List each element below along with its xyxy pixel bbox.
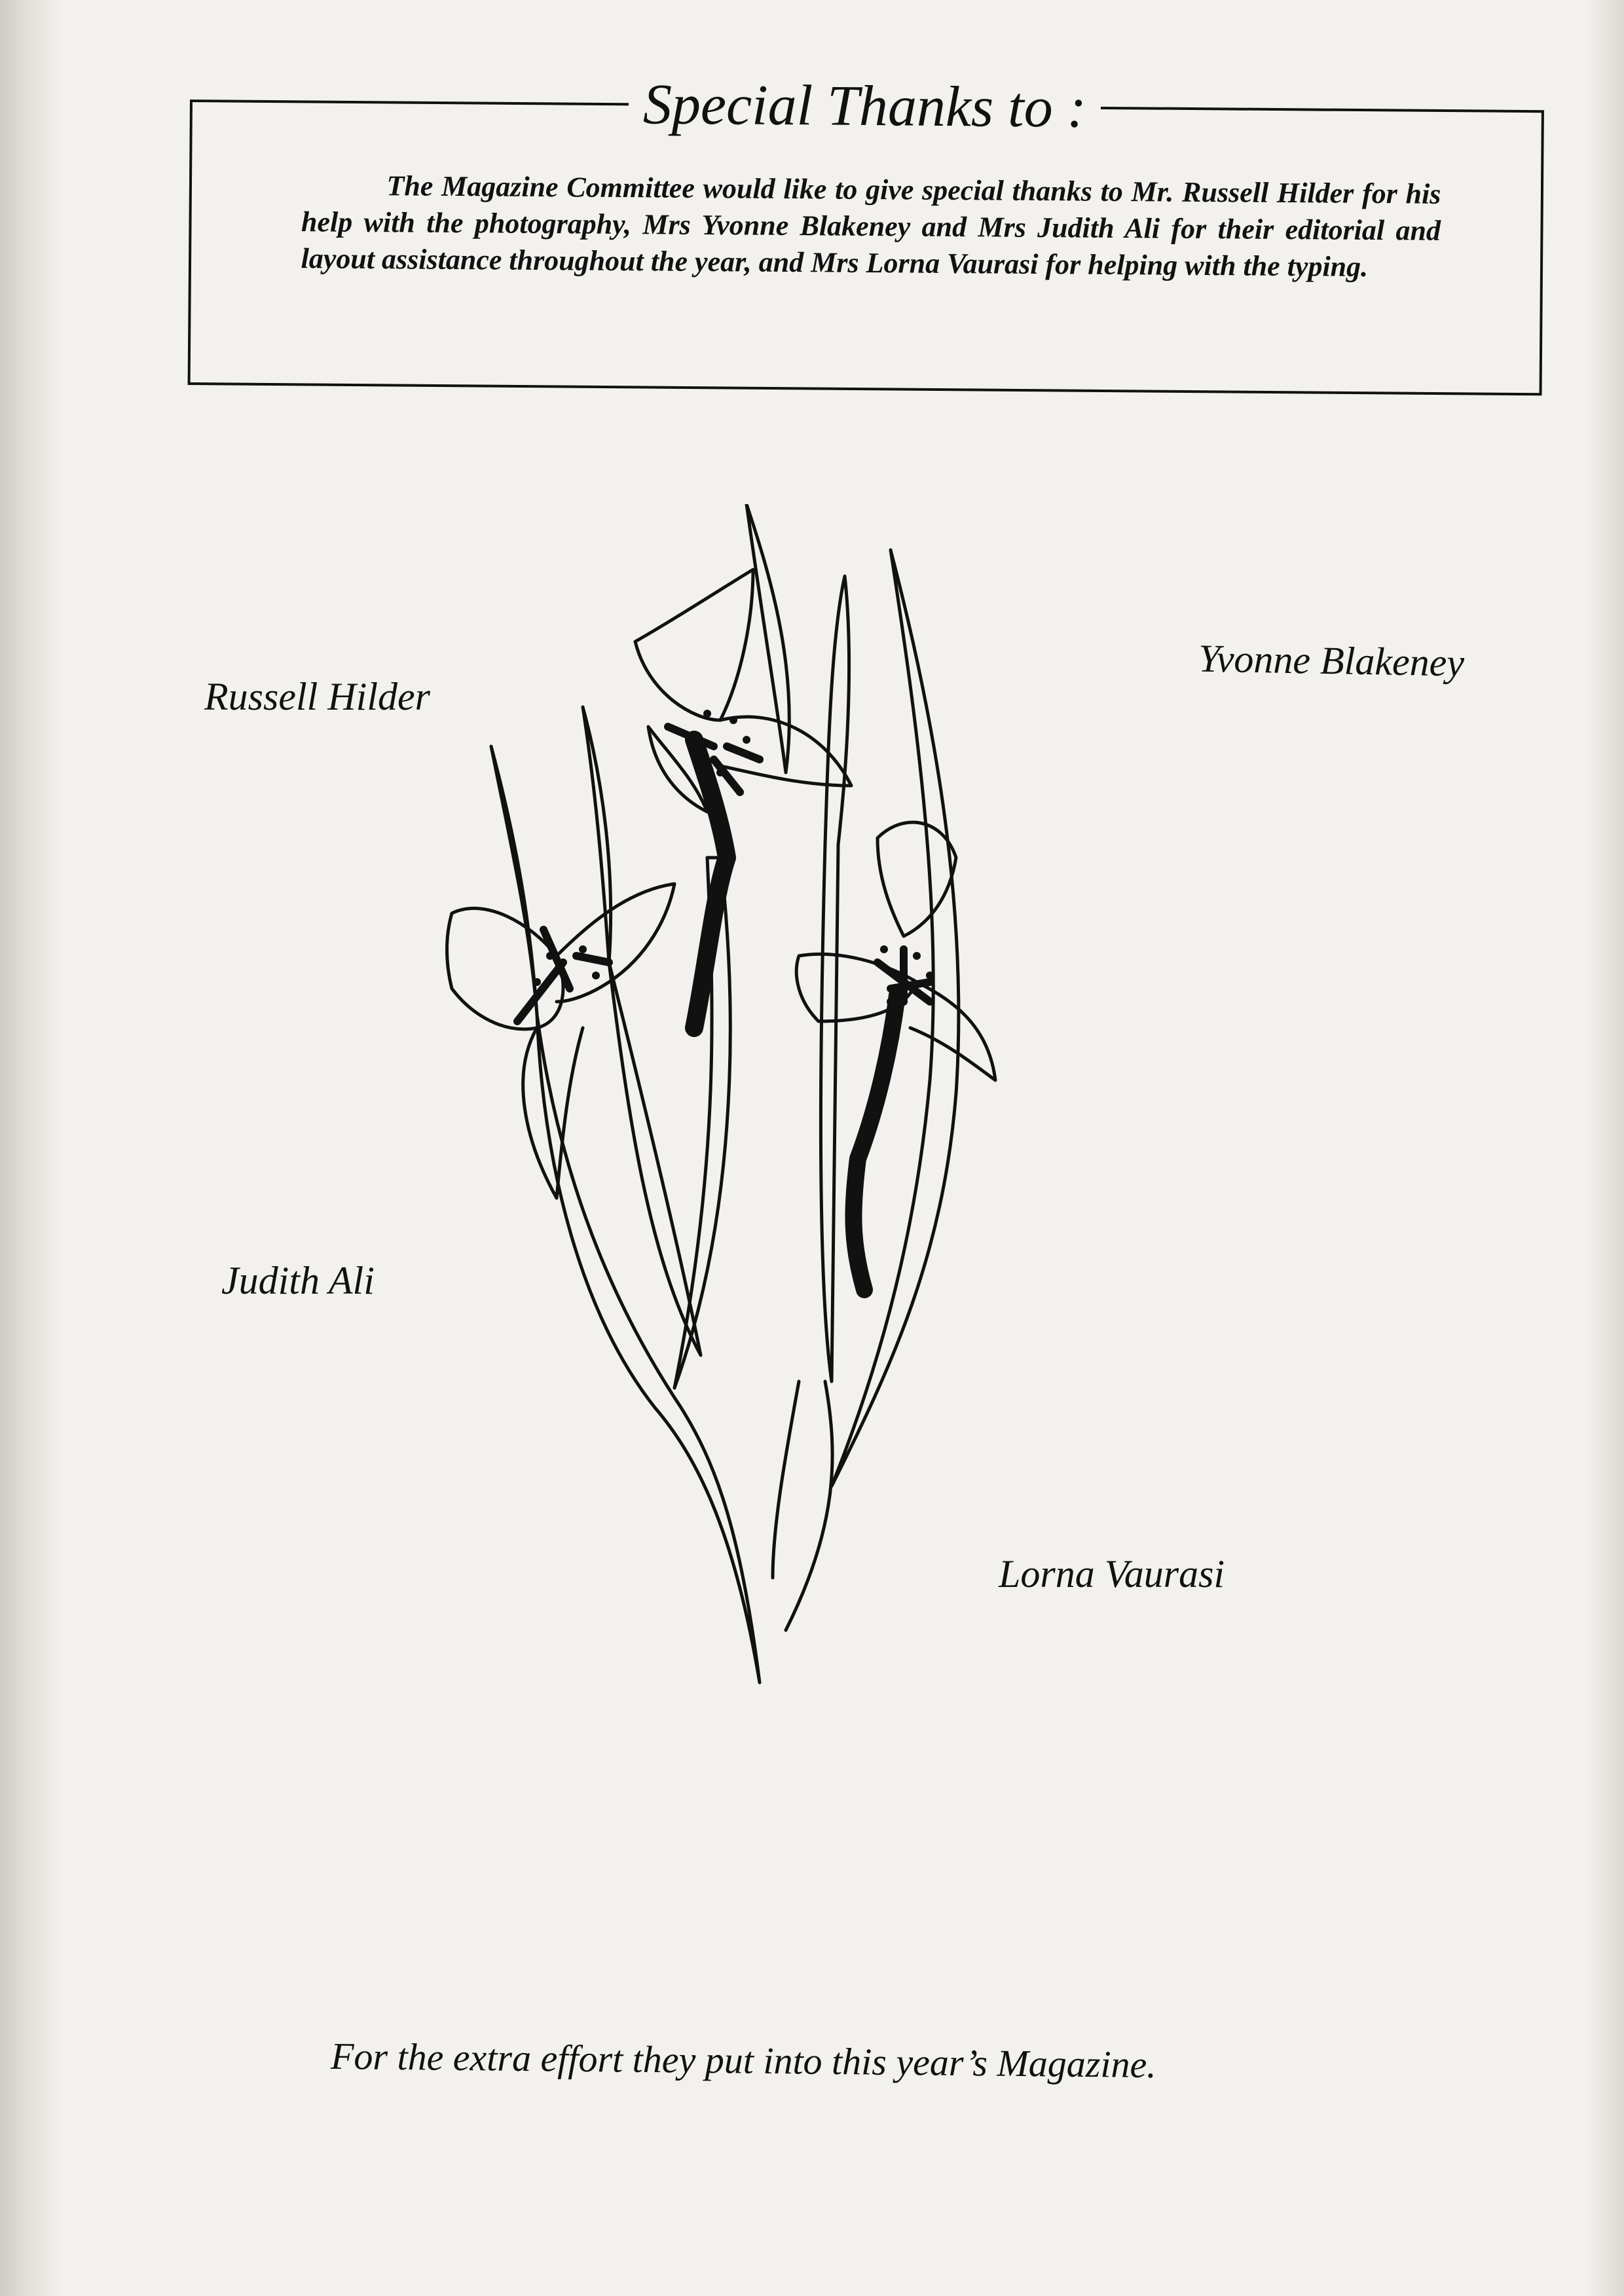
- special-thanks-paragraph: The Magazine Committee would like to give special thanks to Mr. Russell Hilder for his help with the photography, Mrs Yvonne Blakeney and Mrs Judith Ali for their editorial and layout assistance throughout the year, and Mrs Lorna Vaurasi for helping with the typing.: [301, 170, 1441, 283]
- iris-flowers-icon: [432, 504, 1198, 1702]
- page-gutter-shadow: [0, 0, 62, 2296]
- page-edge: [1585, 0, 1624, 2296]
- footer-dedication: For the extra effort they put into this year’s Magazine.: [330, 2034, 1157, 2086]
- special-thanks-heading: Special Thanks to :: [629, 71, 1101, 141]
- name-russell-hilder: Russell Hilder: [204, 675, 430, 718]
- name-yvonne-blakeney: Yvonne Blakeney: [1198, 636, 1465, 685]
- name-judith-ali: Judith Ali: [221, 1259, 375, 1302]
- name-lorna-vaurasi: Lorna Vaurasi: [999, 1552, 1225, 1595]
